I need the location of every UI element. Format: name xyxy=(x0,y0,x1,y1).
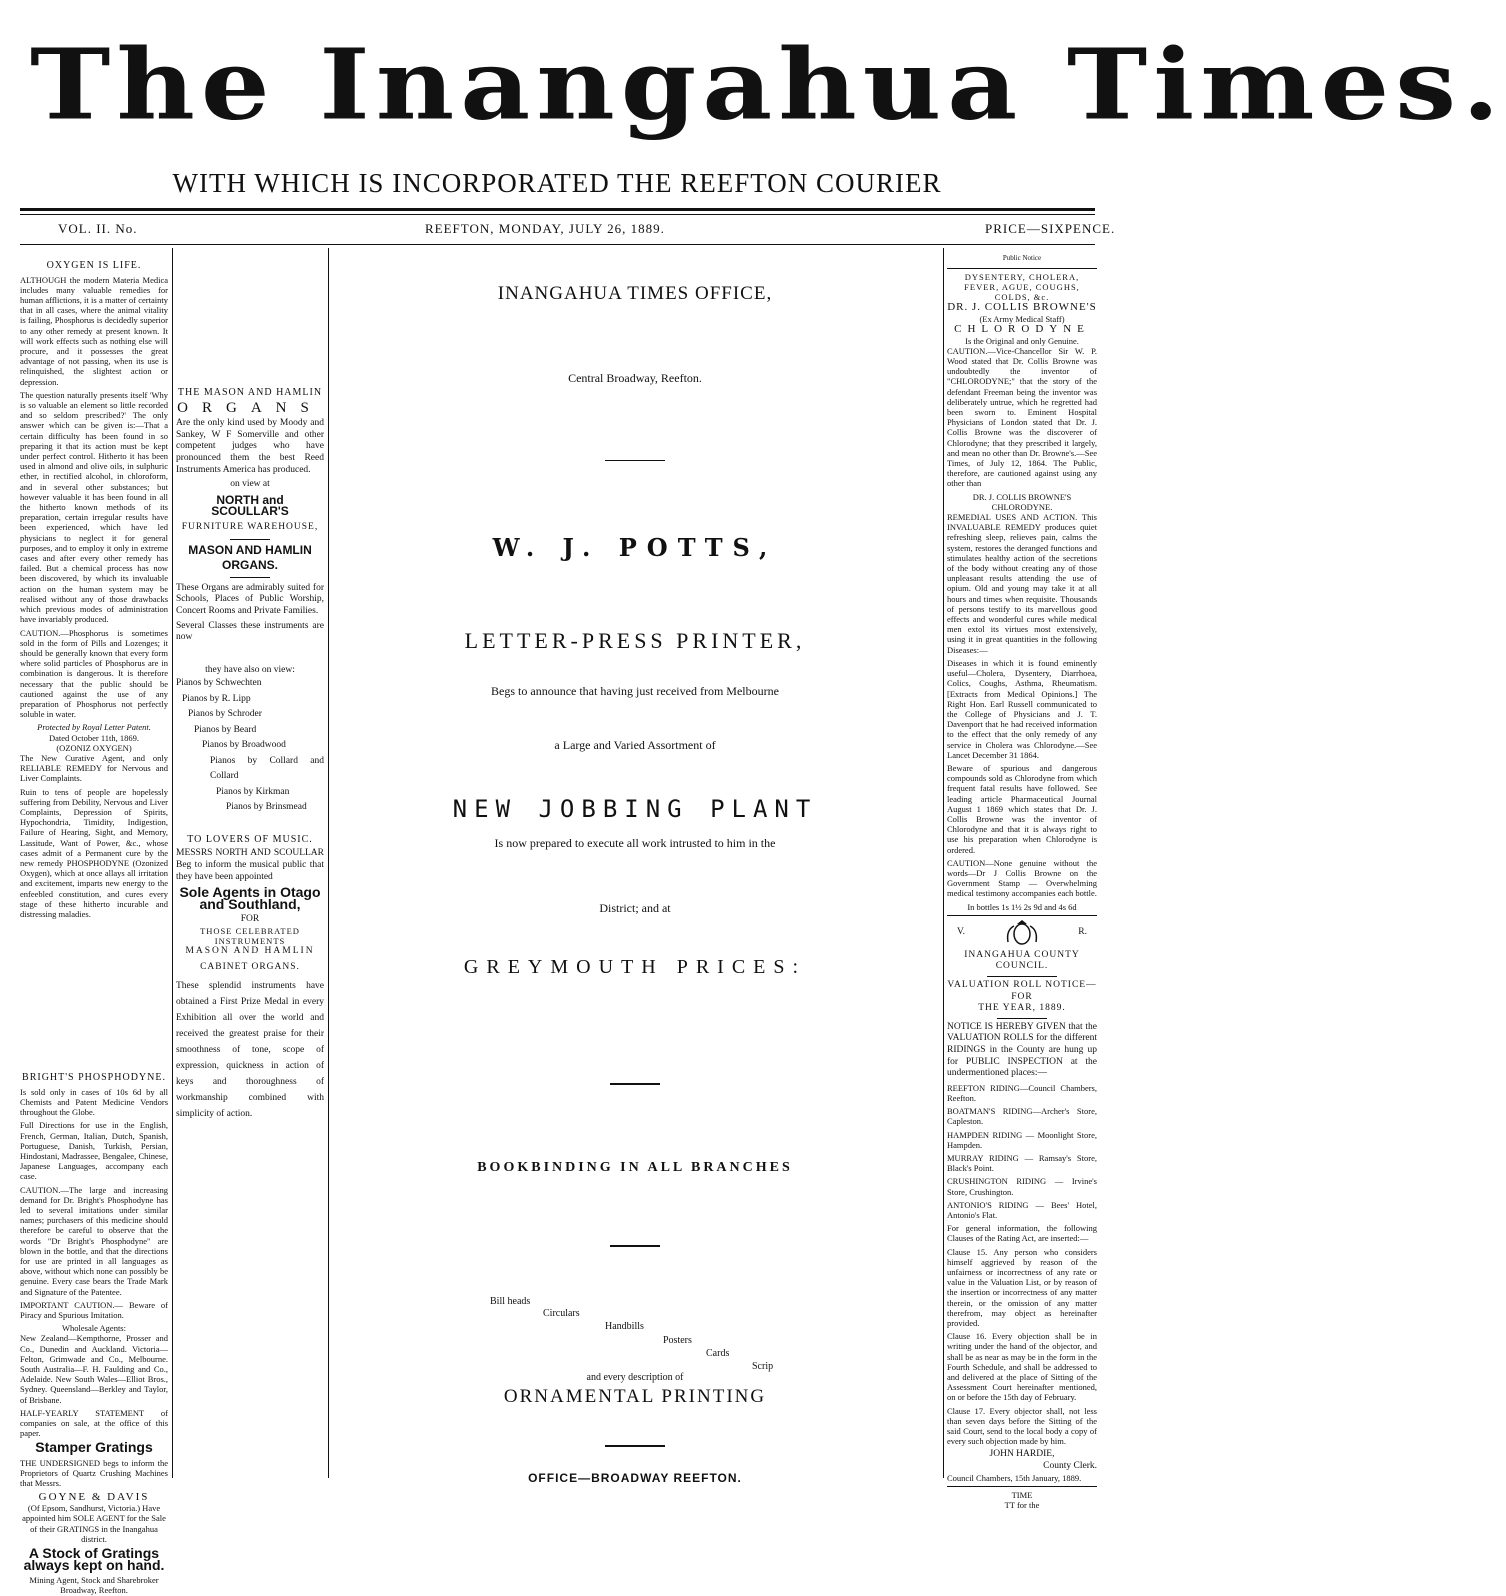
ad-fragment: TIME xyxy=(1011,1489,1033,1500)
ad-text: Are the only kind used by Moody and Sankey, W F Somerville and other competent judges who have pronounced them the best Reed Instruments America has produced. xyxy=(176,418,324,475)
riding-item: CRUSHINGTON RIDING — Irvine's Store, Crushington. xyxy=(947,1176,1097,1197)
office-heading: INANGAHUA TIMES OFFICE, xyxy=(497,283,773,304)
ad-signature: Mining Agent, Stock and Sharebroker Broadway, Reefton. xyxy=(29,1575,159,1596)
ad-text: REMEDIAL USES AND ACTION. This INVALUABLE REMEDY produces quiet refreshing sleep, relieves pain, calms the system, restores the deranged functions and stimulates healthy action of the secretions of the body without creating any of those unpleasant results attending the use of opium. Old and young may take it at all hours and times when requisite. Thousands of persons testify to its marvellous good effects and wonderful cures while medical men extol its virtues most extensively, using it in great quantities in the following Diseases:— xyxy=(947,512,1097,655)
crest-letter: R. xyxy=(1078,926,1087,937)
ad-text: (Of Epsom, Sandhurst, Victoria.) Have appointed him SOLE AGENT for the Sale of their GRATINGS in the Inangahua district. xyxy=(22,1503,166,1544)
riding-item: ANTONIO'S RIDING — Bees' Hotel, Antonio's Flat. xyxy=(947,1199,1097,1220)
divider xyxy=(230,539,270,540)
ad-heading: DYSENTERY, CHOLERA, FEVER, AGUE, COUGHS, COLDS, &c. xyxy=(964,271,1080,302)
riding-item: REEFTON RIDING—Council Chambers, Reefton. xyxy=(947,1082,1097,1103)
dateline-rule xyxy=(20,244,1095,245)
ad-text: MASON AND HAMLIN xyxy=(185,946,315,957)
ad-subheading: Is the Original and only Genuine. xyxy=(965,335,1079,346)
column-oxygen-ads xyxy=(20,258,168,1596)
ad-text: Several Classes these instruments are now xyxy=(176,620,324,643)
ad-fragment: TT for the xyxy=(1004,1500,1040,1510)
coat-of-arms-icon xyxy=(1004,920,1040,946)
ad-text: District; and at xyxy=(599,901,671,915)
ad-text: FOR xyxy=(240,914,260,925)
ad-text: These Organs are admirably suited for Schools, Places of Public Worship, Concert Rooms and Private Families. xyxy=(176,582,324,616)
ad-subheading: (Ex Army Medical Staff) xyxy=(979,313,1065,324)
ad-text: Is sold only in cases of 10s 6d by all Chemists and Patent Medicine Vendors throughout the Globe. xyxy=(20,1086,168,1118)
divider xyxy=(610,1245,660,1247)
divider xyxy=(230,577,270,578)
ad-text: CAUTION.—Phosphorus is sometimes sold in the form of Pills and Lozenges; it should be generally known that every form where solid particles of Phosphorus are in combination is dangerous. It is therefore necessary that the public should be cautioned against the use of any preparation of Phosphorus not perfectly soluble in water. xyxy=(20,627,168,720)
ad-text: NOTICE IS HEREBY GIVEN that the VALUATION ROLLS for the different RIDINGS in the County are hung up for PUBLIC INSPECTION at the undermentioned places:— xyxy=(947,1021,1097,1079)
office-footer: OFFICE—BROADWAY REEFTON. xyxy=(528,1471,742,1485)
ad-text: on view at xyxy=(230,479,270,490)
printer-name: W. J. POTTS, xyxy=(492,533,778,562)
ad-text: and every description of xyxy=(586,1372,684,1383)
ad-subheading: DR. J. COLLIS BROWNE'S CHLORODYNE. xyxy=(972,491,1072,512)
plant-heading: NEW JOBBING PLANT xyxy=(452,795,818,823)
masthead xyxy=(0,0,1506,210)
ad-text: IMPORTANT CAUTION.— Beware of Piracy and Spurious Imitation. xyxy=(20,1299,168,1321)
ad-heading: ORGANS. xyxy=(221,558,278,573)
office-address: Central Broadway, Reefton. xyxy=(568,371,702,385)
riding-item: MURRAY RIDING — Ramsay's Store, Black's Point. xyxy=(947,1152,1097,1174)
ad-text: Begs to announce that having just received from Melbourne xyxy=(491,684,779,698)
piano-item: Pianos by R. Lipp xyxy=(182,693,251,704)
ad-text: CAUTION—None genuine without the words—Dr J Collis Browne on the Government Stamp — Overwhelming medical testimony accompanies each bottle. xyxy=(947,857,1097,899)
firm-name: GOYNE & DAVIS xyxy=(38,1490,150,1503)
column-notices xyxy=(947,253,1097,1510)
ad-heading: BRIGHT'S PHOSPHODYNE. xyxy=(22,1072,166,1084)
column-divider xyxy=(172,248,173,1478)
piano-item: Pianos by Kirkman xyxy=(216,786,290,797)
piano-item: Pianos by Schwechten xyxy=(176,678,262,689)
patent-line: Protected by Royal Letter Patent. xyxy=(37,722,151,733)
newspaper-title: The Inangahua Times. xyxy=(30,28,1506,142)
ad-text: CAUTION.—Vice-Chancellor Sir W. P. Wood stated that Dr. Collis Browne was undoubtedly the inventor of "CHLORODYNE;" that the story of the defendant Freeman being the inventor was deliberately untrue, which he regretted had been sworn to. Eminent Hospital Physicians of London stated that Dr. J. Collis Browne was the discoverer of Chlorodyne; that they prescribed it largely, and mean no other than Dr. Browne's.—See Times, of July 12, 1864. The Public, therefore, are cautioned against using any other than xyxy=(947,345,1097,489)
ornamental-heading: ORNAMENTAL PRINTING xyxy=(503,1386,767,1407)
ad-heading: DR. J. COLLIS BROWNE'S xyxy=(947,301,1097,314)
volume-number: VOL. II. No. xyxy=(58,221,138,236)
riding-item: HAMPDEN RIDING — Moonlight Store, Hampden. xyxy=(947,1129,1097,1150)
printer-trade: LETTER-PRESS PRINTER, xyxy=(464,628,806,653)
riding-item: BOATMAN'S RIDING—Archer's Store, Capleston. xyxy=(947,1106,1097,1127)
piano-item: Pianos by Schroder xyxy=(188,709,262,720)
ad-text: The New Curative Agent, and only RELIABLE REMEDY for Nervous and Liver Complaints. xyxy=(20,752,168,784)
ad-heading: A Stock of Gratings always kept on hand. xyxy=(23,1545,165,1573)
agents-list: New Zealand—Kempthorne, Prosser and Co., Dunedin and Auckland. Victoria—Felton, Grimwade and Co., Melbourne. South Australia—F. H. Faulding and Co., Adelaide. New South Wales—Elliot Bros., Sydney. Queensland—Berkley and Taylor, of Brisbane. xyxy=(20,1333,168,1405)
signature-name: JOHN HARDIE, xyxy=(989,1449,1055,1460)
divider xyxy=(610,1083,660,1085)
ad-text: Is now prepared to execute all work intrusted to him in the xyxy=(494,836,776,850)
column-divider xyxy=(943,248,944,1478)
ad-heading: VALUATION ROLL NOTICE—FOR xyxy=(947,979,1097,1002)
ad-text: FURNITURE WAREHOUSE, xyxy=(181,521,319,532)
print-item: Handbills xyxy=(605,1321,644,1332)
print-item: Circulars xyxy=(543,1308,580,1319)
bookbinding-heading: BOOKBINDING IN ALL BRANCHES xyxy=(477,1160,793,1175)
ad-text: Beware of spurious and dangerous compounds sold as Chlorodyne from which frequent fatal results have followed. See leading article Pharmaceutical Journal August 1 1869 which states that Dr. J. Collis Browne was the inventor of Chlorodyne and that it is always right to use his preparation when Chlorodyne is ordered. xyxy=(947,762,1097,855)
issue-date: REEFTON, MONDAY, JULY 26, 1889. xyxy=(425,221,665,236)
print-item: Posters xyxy=(663,1335,692,1346)
ad-text: Clause 15. Any person who considers himself aggrieved by reason of the unfairness or incorrectness of any rate or value in the Valuation List, or by reason of the insertion or incorrectness of any matter therein, or the omission of any matter therefrom, may object as hereinafter provided. xyxy=(947,1246,1097,1328)
ad-text: Diseases in which it is found eminently useful—Cholera, Dysentery, Diarrhoea, Colics, Coughs, Asthma, Rheumatism. [Extracts from Medical Opinions.] The Right Hon. Earl Russell communicated to the College of Physicians and J. T. Davenport that he had received information to the effect that the only remedy of any service in Cholera was Chlorodyne.—See Lancet December 31 1864. xyxy=(947,657,1097,760)
brand-name: (OZONIZ OXYGEN) xyxy=(56,742,132,753)
ad-heading: INANGAHUA COUNTY COUNCIL. xyxy=(964,949,1080,972)
ad-heading: CHLORODYNE xyxy=(954,323,1090,335)
divider xyxy=(605,460,665,461)
print-item: Cards xyxy=(706,1348,730,1359)
print-item: Scrip xyxy=(752,1361,774,1372)
patent-date: Dated October 11th, 1869. xyxy=(48,732,140,743)
notice-label: Public Notice xyxy=(1002,254,1042,262)
ad-text: a Large and Varied Assortment of xyxy=(554,738,716,752)
ad-heading: OXYGEN IS LIFE. xyxy=(46,260,142,271)
agents-heading: Wholesale Agents: xyxy=(62,1323,126,1334)
price: PRICE—SIXPENCE. xyxy=(985,221,1116,236)
prices-heading: GREYMOUTH PRICES: xyxy=(463,956,807,978)
divider xyxy=(605,1445,665,1447)
ad-text: MESSRS NORTH AND SCOULLAR Beg to inform the musical public that they have been appointed xyxy=(176,848,324,882)
ad-text: In bottles 1s 1½ 2s 9d and 4s 6d xyxy=(967,901,1077,912)
column-organs-ads xyxy=(176,385,324,1265)
masthead-rule-thin xyxy=(20,214,1095,215)
ad-text: These splendid instruments have obtained a First Prize Medal in every Exhibition all over the world and received the greatest praise for their smoothness of tone, scope of expression, quickness in action of keys and thoroughness of workmanship combined with simplicity of action. xyxy=(176,980,324,1119)
ad-heading: TO LOVERS OF MUSIC. xyxy=(187,833,313,845)
ad-text: Clause 17. Every objector shall, not less than seven days before the Sitting of the said Court, send to the local body a copy of every such objection made by him. xyxy=(947,1405,1097,1447)
ad-text: HALF-YEARLY STATEMENT of companies on sale, at the office of this paper. xyxy=(20,1407,168,1439)
column-divider xyxy=(328,248,329,1478)
royal-crest xyxy=(957,920,1087,946)
ad-text: The question naturally presents itself 'Why is so valuable an element so little recorded and so seldom prescribed?' The only answer which can be given is:—That a certain difficulty has been found in so preparing it that its action must be kept under perfect control. Hitherto it has been used in almond and olive oils, in sulphuric ether, in rectified alcohol, in chloroform, and in several other substances; but however valuable it has been found in all the hitherto known methods of its preparation, certain irregular results have been experienced, which have led physicians to neglect it for general purposes, and to employ it only in extreme cases and after every other remedy has failed. But a chemical process has now been discovered, by which its invaluable action on the human system may be realised without any of those drawbacks which previous modes of administration have invariably produced. xyxy=(20,389,168,625)
ad-text: THOSE CELEBRATED INSTRUMENTS xyxy=(200,925,300,947)
piano-item: Pianos by Beard xyxy=(194,724,257,735)
ad-text: CAUTION.—The large and increasing demand for Dr. Bright's Phosphodyne has led to several imitations under similar names; purchasers of this medicine should therefore be careful to observe that the words "Dr Bright's Phosphodyne" are blown in the bottle, and that the directions for use are printed in all languages as above, without which none can possibly be genuine. Every case bears the Trade Mark and Signature of the Patentee. xyxy=(20,1184,168,1297)
ad-text: THE UNDERSIGNED begs to inform the Proprietors of Quartz Crushing Machines that Messrs. xyxy=(20,1458,168,1489)
signature-title: County Clerk. xyxy=(1043,1461,1097,1471)
print-item: Bill heads xyxy=(490,1296,531,1307)
ad-text: they have also on view: xyxy=(205,664,295,675)
ad-text: Clause 16. Every objection shall be in writing under the hand of the objector, and shall be as near as may be in the form in the Fourth Schedule, and shall be addressed to and delivered at the place of Sitting of the Assessment Court hereinafter mentioned, on or before the 15th day of February. xyxy=(947,1331,1097,1403)
piano-item: Pianos by Brinsmead xyxy=(226,802,307,813)
ad-text: Full Directions for use in the English, French, German, Italian, Dutch, Spanish, Portuguese, Danish, Turkish, Persian, Hindostani, Madrassee, Bengalee, Chinese, Japanese Languages, accompany each case. xyxy=(20,1120,168,1182)
piano-item: Pianos by Broadwood xyxy=(202,740,286,751)
piano-item: Pianos by Collard and Collard xyxy=(210,755,324,782)
masthead-rule xyxy=(20,208,1095,211)
ad-heading: Sole Agents in Otago and Southland, xyxy=(179,884,321,912)
newspaper-subtitle: WITH WHICH IS INCORPORATED THE REEFTON COURIER xyxy=(172,168,942,198)
ad-heading: THE YEAR, 1889. xyxy=(978,1003,1066,1014)
ad-text: Ruin to tens of people are hopelessly suffering from Debility, Nervous and Liver Complaints, Depression of Spirits, Hypochondria, Timidity, Indigestion, Failure of Hearing, Sight, and Memory, Lassitude, Want of Power, &c., whose cases admit of a Permanent cure by the new remedy PHOSPHODYNE (Ozonized Oxygen), which at once allays all irritation and excitement, imparts new energy to the enfeebled constitution, and cures every stage of these hitherto incurable and distressing maladies. xyxy=(20,786,168,919)
ad-heading: NORTH and SCOULLAR'S xyxy=(211,492,289,519)
crest-letter: V. xyxy=(957,926,966,937)
notice-date: Council Chambers, 15th January, 1889. xyxy=(947,1472,1082,1483)
ad-text: CABINET ORGANS. xyxy=(200,961,300,972)
ad-heading: Stamper Gratings xyxy=(35,1439,153,1456)
ad-text: For general information, the following Clauses of the Rating Act, are inserted:— xyxy=(947,1223,1097,1244)
ad-heading: ORGANS xyxy=(177,399,323,416)
ad-heading: THE MASON AND HAMLIN xyxy=(177,387,323,398)
ad-text: ALTHOUGH the modern Materia Medica includes many valuable remedies for human afflictions, it is a matter of certainty that in all cases, where the animal vitality is failing, Phosphorus is decidedly superior to any other remedy at present known. It will work effects such as nothing else will procure, and it possesses the great advantage of not passing, when its use is relinquished, the slightest action or depression. xyxy=(20,274,168,387)
ad-heading: MASON AND HAMLIN xyxy=(188,542,312,557)
